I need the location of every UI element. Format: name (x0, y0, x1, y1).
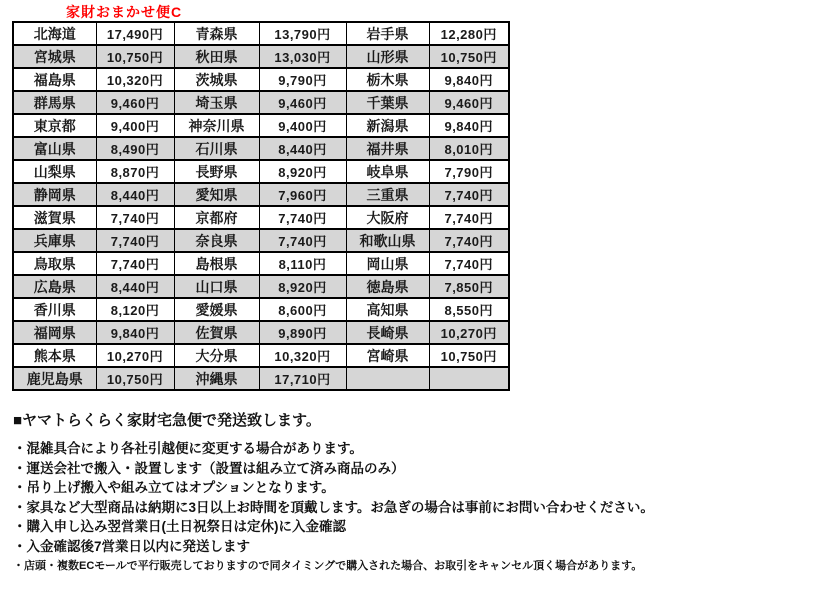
prefecture-cell: 北海道 (13, 22, 96, 45)
price-cell: 10,750円 (96, 367, 174, 390)
table-row (13, 252, 509, 275)
prefecture-cell: 栃木県 (346, 68, 429, 91)
price-cell: 7,740円 (429, 206, 509, 229)
prefecture-cell: 福岡県 (13, 321, 96, 344)
price-cell: 8,110円 (259, 252, 346, 275)
prefecture-cell: 岐阜県 (346, 160, 429, 183)
notes-small-note: ・店頭・複数ECモールで平行販売しておりますので同タイミングで購入された場合、お取引をキャンセル頂く場合があります。 (13, 560, 643, 572)
table-row (13, 160, 509, 183)
prefecture-cell: 山形県 (346, 45, 429, 68)
prefecture-cell: 京都府 (174, 206, 259, 229)
table-title: 家財おまかせ便C (66, 4, 183, 20)
prefecture-cell: 群馬県 (13, 91, 96, 114)
prefecture-cell: 和歌山県 (346, 229, 429, 252)
price-cell: 7,740円 (96, 252, 174, 275)
table-row (13, 206, 509, 229)
price-cell: 9,400円 (96, 114, 174, 137)
price-cell: 13,790円 (259, 22, 346, 45)
prefecture-cell: 宮城県 (13, 45, 96, 68)
table-row (13, 183, 509, 206)
prefecture-cell: 青森県 (174, 22, 259, 45)
prefecture-cell: 奈良県 (174, 229, 259, 252)
price-cell: 9,460円 (96, 91, 174, 114)
notes-heading: ■ヤマトらくらく家財宅急便で発送致します。 (13, 412, 321, 429)
price-cell: 9,890円 (259, 321, 346, 344)
price-cell: 7,960円 (259, 183, 346, 206)
table-row (13, 68, 509, 91)
price-cell: 10,750円 (429, 344, 509, 367)
price-cell: 10,750円 (96, 45, 174, 68)
prefecture-cell: 高知県 (346, 298, 429, 321)
price-cell: 9,840円 (429, 114, 509, 137)
price-cell (429, 367, 509, 390)
price-cell: 7,740円 (429, 229, 509, 252)
prefecture-cell: 兵庫県 (13, 229, 96, 252)
prefecture-cell: 愛媛県 (174, 298, 259, 321)
table-row (13, 275, 509, 298)
prefecture-cell: 長崎県 (346, 321, 429, 344)
price-cell: 7,740円 (259, 206, 346, 229)
price-cell: 10,320円 (259, 344, 346, 367)
price-cell: 8,440円 (259, 137, 346, 160)
prefecture-cell: 山梨県 (13, 160, 96, 183)
price-cell: 7,740円 (429, 183, 509, 206)
price-cell: 7,740円 (259, 229, 346, 252)
price-cell: 8,010円 (429, 137, 509, 160)
price-cell: 10,270円 (96, 344, 174, 367)
price-cell: 8,440円 (96, 275, 174, 298)
price-cell: 7,740円 (96, 206, 174, 229)
prefecture-cell: 福井県 (346, 137, 429, 160)
prefecture-cell: 香川県 (13, 298, 96, 321)
prefecture-cell: 富山県 (13, 137, 96, 160)
note-bullet: ・吊り上げ搬入や組み立てはオプションとなります。 (13, 480, 335, 495)
prefecture-cell: 茨城県 (174, 68, 259, 91)
prefecture-cell: 長野県 (174, 160, 259, 183)
prefecture-cell: 秋田県 (174, 45, 259, 68)
price-cell: 8,870円 (96, 160, 174, 183)
price-cell: 8,920円 (259, 160, 346, 183)
prefecture-cell: 愛知県 (174, 183, 259, 206)
price-cell: 12,280円 (429, 22, 509, 45)
price-cell: 13,030円 (259, 45, 346, 68)
price-cell: 7,790円 (429, 160, 509, 183)
table-row (13, 22, 509, 45)
prefecture-cell: 大阪府 (346, 206, 429, 229)
table-row (13, 91, 509, 114)
price-cell: 9,460円 (429, 91, 509, 114)
prefecture-cell: 鹿児島県 (13, 367, 96, 390)
price-cell: 9,400円 (259, 114, 346, 137)
prefecture-cell: 神奈川県 (174, 114, 259, 137)
price-cell: 9,840円 (429, 68, 509, 91)
table-row (13, 45, 509, 68)
shipping-fee-table (12, 21, 510, 391)
note-bullet: ・入金確認後7営業日以内に発送します (13, 538, 251, 554)
prefecture-cell: 滋賀県 (13, 206, 96, 229)
table-row (13, 114, 509, 137)
table-row (13, 229, 509, 252)
price-cell: 8,550円 (429, 298, 509, 321)
prefecture-cell (346, 367, 429, 390)
price-cell: 9,790円 (259, 68, 346, 91)
prefecture-cell: 岩手県 (346, 22, 429, 45)
prefecture-cell: 静岡県 (13, 183, 96, 206)
prefecture-cell: 宮崎県 (346, 344, 429, 367)
note-bullet: ・家具など大型商品は納期に3日以上お時間を頂戴します。お急ぎの場合は事前にお問い合わせください。 (13, 499, 654, 515)
price-cell: 8,440円 (96, 183, 174, 206)
note-bullet: ・購入申し込み翌営業日(土日祝祭日は定休)に入金確認 (13, 519, 346, 534)
prefecture-cell: 徳島県 (346, 275, 429, 298)
price-cell: 8,120円 (96, 298, 174, 321)
notes-list (13, 439, 654, 556)
fee-table-body (13, 22, 509, 390)
prefecture-cell: 千葉県 (346, 91, 429, 114)
price-cell: 17,710円 (259, 367, 346, 390)
prefecture-cell: 鳥取県 (13, 252, 96, 275)
prefecture-cell: 沖縄県 (174, 367, 259, 390)
price-cell: 10,270円 (429, 321, 509, 344)
price-cell: 9,840円 (96, 321, 174, 344)
table-row (13, 137, 509, 160)
price-cell: 8,920円 (259, 275, 346, 298)
prefecture-cell: 福島県 (13, 68, 96, 91)
prefecture-cell: 島根県 (174, 252, 259, 275)
prefecture-cell: 広島県 (13, 275, 96, 298)
price-cell: 7,740円 (96, 229, 174, 252)
prefecture-cell: 東京都 (13, 114, 96, 137)
table-row (13, 344, 509, 367)
table-row (13, 298, 509, 321)
prefecture-cell: 埼玉県 (174, 91, 259, 114)
prefecture-cell: 山口県 (174, 275, 259, 298)
price-cell: 10,750円 (429, 45, 509, 68)
prefecture-cell: 熊本県 (13, 344, 96, 367)
price-cell: 7,850円 (429, 275, 509, 298)
price-cell: 7,740円 (429, 252, 509, 275)
price-cell: 9,460円 (259, 91, 346, 114)
prefecture-cell: 新潟県 (346, 114, 429, 137)
table-row (13, 321, 509, 344)
prefecture-cell: 石川県 (174, 137, 259, 160)
table-row (13, 367, 509, 390)
price-cell: 10,320円 (96, 68, 174, 91)
price-cell: 8,490円 (96, 137, 174, 160)
prefecture-cell: 佐賀県 (174, 321, 259, 344)
prefecture-cell: 岡山県 (346, 252, 429, 275)
note-bullet: ・混雑具合により各社引越便に変更する場合があります。 (13, 441, 363, 456)
price-cell: 17,490円 (96, 22, 174, 45)
note-bullet: ・運送会社で搬入・設置します（設置は組み立て済み商品のみ） (13, 460, 405, 476)
price-cell: 8,600円 (259, 298, 346, 321)
prefecture-cell: 三重県 (346, 183, 429, 206)
prefecture-cell: 大分県 (174, 344, 259, 367)
